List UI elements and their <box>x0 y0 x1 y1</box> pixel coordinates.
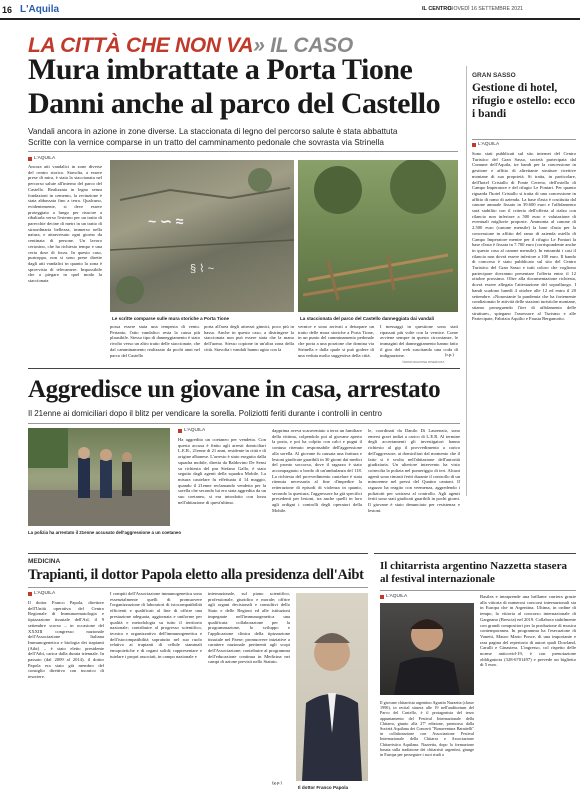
location-label: L'AQUILA <box>34 156 56 161</box>
svg-text:§ ⌇ ~: § ⌇ ~ <box>190 263 215 275</box>
guitarist-image <box>380 603 474 695</box>
location-marker-icon <box>472 143 476 147</box>
graffiti-wall-image <box>110 160 294 312</box>
art2-column-1: Ha aggredito un coetaneo per vendetta. Con questa accusa è finito agli arresti domiciliari L.E.R., 21enne di 21 anni, residente in città e di origine albanese. L'arresto è stato eseguito dalla squadra mobile, diretta da Baldovino De Sensi su richiesta del pm Stefano Gallo, è stato seguito dagli agenti della squadra Mobile. La misura cautelare fu effettuata il 14 maggio, quando il 21enne reclamando vendetta per la sorella che secondo lui era stata aggredita da un suo coetaneo, si era introdotto con forza nell'abitazione di quest'ultimo. <box>178 437 266 505</box>
art4-rule <box>380 590 576 591</box>
art1-location <box>28 156 55 161</box>
art2-caption: La polizia ha arrestato il 21enne accusato dell'aggressione a un coetaneo <box>28 530 182 535</box>
art1-subtitle-1: Vandali ancora in azione in zone diverse. La staccionata di legno del percorso salute è stata abbattuta <box>28 127 398 136</box>
police-scene-image <box>28 428 170 526</box>
art4-top-rule <box>374 553 576 554</box>
art3-kicker: MEDICINA <box>28 558 61 565</box>
issue-date: GIOVEDÌ 16 SETTEMBRE 2021 <box>448 6 523 12</box>
art3-rule <box>28 587 368 588</box>
portrait-image <box>296 593 368 781</box>
art2-location <box>178 428 205 433</box>
art1-column-1: Ancora atti vandalici in zone diverse del centro storico. Stavolta, a essere prese di mira, è stata la staccionata nel percorso salute all'interno del parco del Castello. Realizzata in legno senza fondazioni in cemento, la recinzione è stata abbassata fino a terra. Qualcuno, evidentemente, si deve essere proteggiato a lungo per riuscire a ribaltarla verso l'esterno per un tratto di parecchie decine di metri in un tratto di straordinaria bellezza, immerso nella natura, e attraversato ogni giorno da centinaia di persone. Un lavoro certosino, che ha richiesto tempo e una certa dose di forza. In questo caso, purtroppo, non si sono prese dirette dagli atti vandalici in quanto la zona è sprovvista di telecamere. Impossibile che a piegare in quel modo la staccionata <box>28 164 102 284</box>
art4-column-2: Basilea e intraprende una brillante carriera grazie alla vittoria di numerosi concorsi internazionali sia in Europa che in Argentina. Ultima, in ordine di tempo, la vittoria al concorso internazionale di Gargnano (Brescia) nel 2019. Collabora stabilmente con grandi compositori per la produzione di musica contemporanea. In programma ha l'esecuzione di Vanetti, Mauro Mario Ponce, di una importante e rara pagina del repertorio di autori quali Dowland, Carulli e Ginastera. L'ingresso, col rispetto delle norme anticovid-19, è con prenotazione obbligatoria (328-6701497) e prevede un biglietto di 5 euro. <box>480 594 576 668</box>
art4-location <box>380 594 407 599</box>
photo-caption-2: La staccionata del parco del Castello danneggiata dai vandali <box>300 316 435 321</box>
art2-column-2: dapprima aveva scaraventato a terra un familiare della vittima, colpendolo poi al giovane aperto la porta, e poi ha colpito con calci e pugni il contuso ritenuto responsabile dell'aggressione alla sorella. Al giovane fu causata una frattura e lesioni giudicate guaribili in 30 giorni dai medici del pronto soccorso, dove il ragazzo è stato accompagnato a bordo di un'ambulanza del 118. La richiesta del provvedimento cautelare è stata ritenuta necessaria al fine d'impedire la reiterazione di episodi di violenza in quanto, secondo la questura, l'aggressore ha già specifici precedenti per lesioni, tra anche quelli in loro agli ordigni i controlli degli operatori della Mobile. <box>272 428 362 513</box>
page-header <box>0 0 580 20</box>
location-label: L'AQUILA <box>34 591 56 596</box>
location-label: L'AQUILA <box>386 594 408 599</box>
page-number: 16 <box>2 5 13 15</box>
art3-top-rule <box>28 553 368 554</box>
photo-porta-tione <box>110 160 294 312</box>
location-label: L'AQUILA <box>478 142 500 147</box>
art3-title: Trapianti, il dottor Papola eletto alla presidenza dell'Aibt <box>28 567 364 583</box>
photo-parco-castello <box>298 160 458 312</box>
art2-top-rule <box>28 368 460 369</box>
kicker-gray: » IL CASO <box>253 34 353 57</box>
art2-subtitle: Il 21enne ai domiciliari dopo il blitz per vendicare la sorella. Poliziotti feriti durante i controlli in centro <box>28 409 382 418</box>
kicker-red: LA CITTÀ CHE NON VA <box>28 34 254 57</box>
art1-column-2: possa essere stata una tempesta di vento. Pertanto, l'atto vandalico resta la causa più plausibile. Stesso tipo di danneggiamento è stato rivolto verso un altro tratto delle staccionate, che dal camminamento realizzato da pochi anni nel parco del Castello <box>110 324 200 358</box>
location-label: L'AQUILA <box>184 428 206 433</box>
side1-body: Sono stati pubblicati sul sito internet del Centro Turistico del Gran Sasso, società partecipata dal Comune dell'Aquila, tre bandi per la concessione in gestione e affitto di altrettante strutture ricettive montane di sua proprietà. Si tratta, in particolare, dell'hotel Cristallo di Fonte Cerreto, dell'ostello di Campo Imperatore e del rifugio Le Fontari. Per quanto riguarda l'hotel Cristallo si tratta di una concessione in affitto di ramo di azienda. La base d'asta è costituita dal canone annuale fissato in 39.600 euro e l'affidamento sarà stabilito con il criterio dell'offerta al rialzo con rilancio non inferiore a 500 euro e valutazione di eventuali migliorie proposte. Ammonta al canone di 2.500 euro (canone mensile) la base d'asta per la concessione in affitto del ramo di azienda ostello di Campo Imperatore mentre per il rifugio Le Fontari la base d'asta è fissata in 7.700 euro (corrispondente anche in questo caso al canone mensile). In entrambi i casi il rilancio non dovrà essere inferiore a 100 euro. Il bando di concorso è stato pubblicato sul sito del Centro Turistico del Gran Sasso e tutti coloro che vogliono partecipare dovranno presentare l'offerta entro il 12 ottobre prossimo. Oltre alla documentazione richiesta, dovrà essere allegata l'attestazione del sopralluogo. I bandi scadono lunedì 4 ottobre alle 12 ed entro il 20 settembre. «Nonostante la pandemia che ha fortemente condizionato le attività delle stazioni turistiche montane, stiamo proseguendo l'iter di affidamento delle strutture», spiegano l'assessore al Turismo e alle Partecipate, Fabrizia Aquilio e Fausta Bergamotto. <box>472 151 576 322</box>
art1-subtitle-2: Scritte con la vernice comparse in un tratto del camminamento pedonale che sovrasta via Strinella <box>28 138 384 147</box>
art3-signature: (g.p.) <box>272 780 282 785</box>
photo-caption-1: Le scritte comparse sulle mura storiche a Porta Tione <box>112 316 230 321</box>
sidebar-divider <box>466 66 467 496</box>
header-rule <box>0 18 580 20</box>
art3-column-1: Il dottor Franco Papola, direttore dell'Unità operativa del Centro Regionale di Immunoematologia e tipizzazione tissutale dell'Asl, il 9 settembre scorso – in occasione del XXXIII congresso nazionale dell'Associazione Italiana Immunogenetica e biologia dei trapianti (Aibt) – è stato eletto presidente dell'Aibt, carica dalla durata triennale. In passato (dal 2009 al 2014), il dottor Papola era stato già membro del consiglio direttivo con incarico di tesoriere. <box>28 600 104 680</box>
broken-fence-image <box>298 160 458 312</box>
location-marker-icon <box>380 595 384 599</box>
photo-police <box>28 428 170 526</box>
art1-title-2: Danni anche al parco del Castello <box>28 87 441 120</box>
art2-title: Aggredisce un giovane in casa, arrestato <box>28 376 441 403</box>
paper-name: IL CENTRO <box>422 6 452 12</box>
photo-papola <box>296 593 368 781</box>
photo-nazzetta <box>380 603 474 695</box>
art4-column-1: Il giovane chitarrista argentino Agustín Nazzetta (classe 1990), in recital stasera alle 19 nell'auditorium del Parco del Castello, è il protagonista del terzo appuntamento del Festival Internazionale della Chitarra, giunto alla 27ª edizione, promosso dalla Società Aquilana dei Concerti "Bonaventura Barattelli" in collaborazione con Associazione Festival Internazionale della Chitarra e Associazione Chitarristica Aquilana. Nazzetta, dopo la formazione basata sulla tradizione dei chitarristi argentini, giunge in Europa per proseguire i suoi studi a <box>380 700 474 758</box>
art3-column-3: internazionale, sul piano scientifico, professionale, giuridico e morale; offrire agli organi decisionali e consultivi dello Stato e delle Regioni ed alle istituzioni impegnate nell'immunogenetica una qualificata collaborazione per la programmazione, lo sviluppo e l'applicazione clinica della tipizzazione tissutale nel Paese; promuovere iniziative a carattere nazionale pertinenti agli scopi dell'Associazione; contribuire al programma dell'educazione continua in Medicina nei campi di azione previsti nello Statuto. <box>208 591 290 665</box>
art3-column-2: I compiti dell'Associazione immunogenetica sono essenzialmente quelli di promuovere l'organizzazione di laboratori di istocompatibilità efficienti e qualificati al fine di offrire una prestazione adeguata, aggiornata e uniforme per qualità e metodologia su tutto il territorio nazionale; contribuire al progresso scientifico, tecnico e organizzativo dell'immunogenetica e dell'istocompatibilità sopratutto nel suo ruolo relativo ai trapianti di cellule staminali emopoietiche e di organi solidi; rappresentare e tutelare i propri associati, in campo nazionale e <box>110 591 202 659</box>
side1-title: Gestione di hotel, rifugio e ostello: ecco i bandi <box>472 82 576 120</box>
art3-location <box>28 591 55 596</box>
location-marker-icon <box>28 157 32 161</box>
side1-rule <box>472 139 576 140</box>
art2-column-3: le, coordinati da Danilo Di Laurenzio, sono emersi gravi indizi a carico di L.E.R. Al termine degli accertamenti gli investigatori hanno richiesto al gip il provvedimento a carico dell'aggressore, ai domiciliari dal momento che il fatto si è svolto nell'abitazione dell'autorità giudiziaria. Un ulteriore intervento ha visto coinvolta la polizia nel pomeriggio di ieri. Alcuni agenti sono rimasti feriti durante il controllo di un minorenne nel pressi del Quattro cantoni. Il ragazzo ha reagito con veemenza, aggredendo i poliziotti per sottrarsi al controllo. Agli agenti feriti sono stati giudicati guaribili in pochi giorni. Il giovane è stato denunciato per resistenza e lesioni. <box>368 428 460 513</box>
side1-kicker: GRAN SASSO <box>472 72 516 79</box>
side1-location <box>472 142 499 147</box>
art1-column-5: I messaggi in questione sono stati ripassati più volte con la vernice. Come avviene sempre in questo circostanze, le immagini del danneggiamento hanno fatto il giro del web suscitando una coda di indignazione. <box>380 324 458 358</box>
art1-signature: (r.p.) <box>445 352 454 357</box>
section-name: L'Aquila <box>20 4 60 15</box>
art1-rule <box>28 151 458 152</box>
art1-title-1: Mura imbrattate a Porta Tione <box>28 53 413 86</box>
art4-title: Il chitarrista argentino Nazzetta stasera al festival internazionale <box>380 560 567 585</box>
svg-text:~ ∽ ≈: ~ ∽ ≈ <box>148 213 184 229</box>
art1-credit: ©RIPRODUZIONE RISERVATA <box>402 360 445 364</box>
art3-caption: Il dottor Franco Papola <box>298 785 349 790</box>
location-marker-icon <box>178 429 182 433</box>
art1-column-4: vernice e sono arrivati a deturpare un tratto delle mura storiche a Porta Tione, in un punto del camminamento pedonale che porta a una porzione che domina via Strinella e dalla quale si può godere di una veduta molto suggestiva della città. <box>298 324 374 358</box>
art2-rule <box>28 423 460 424</box>
location-marker-icon <box>28 592 32 596</box>
art1-column-3: porta all'area degli attrezzi ginnici, poco più in basso. Anche in questo caso, a distringere la staccionata non può essere stata che la mano dell'uomo. Stesso copione in un'altra zona della città. Stavolta i vandali hanno agito con la <box>204 324 294 352</box>
